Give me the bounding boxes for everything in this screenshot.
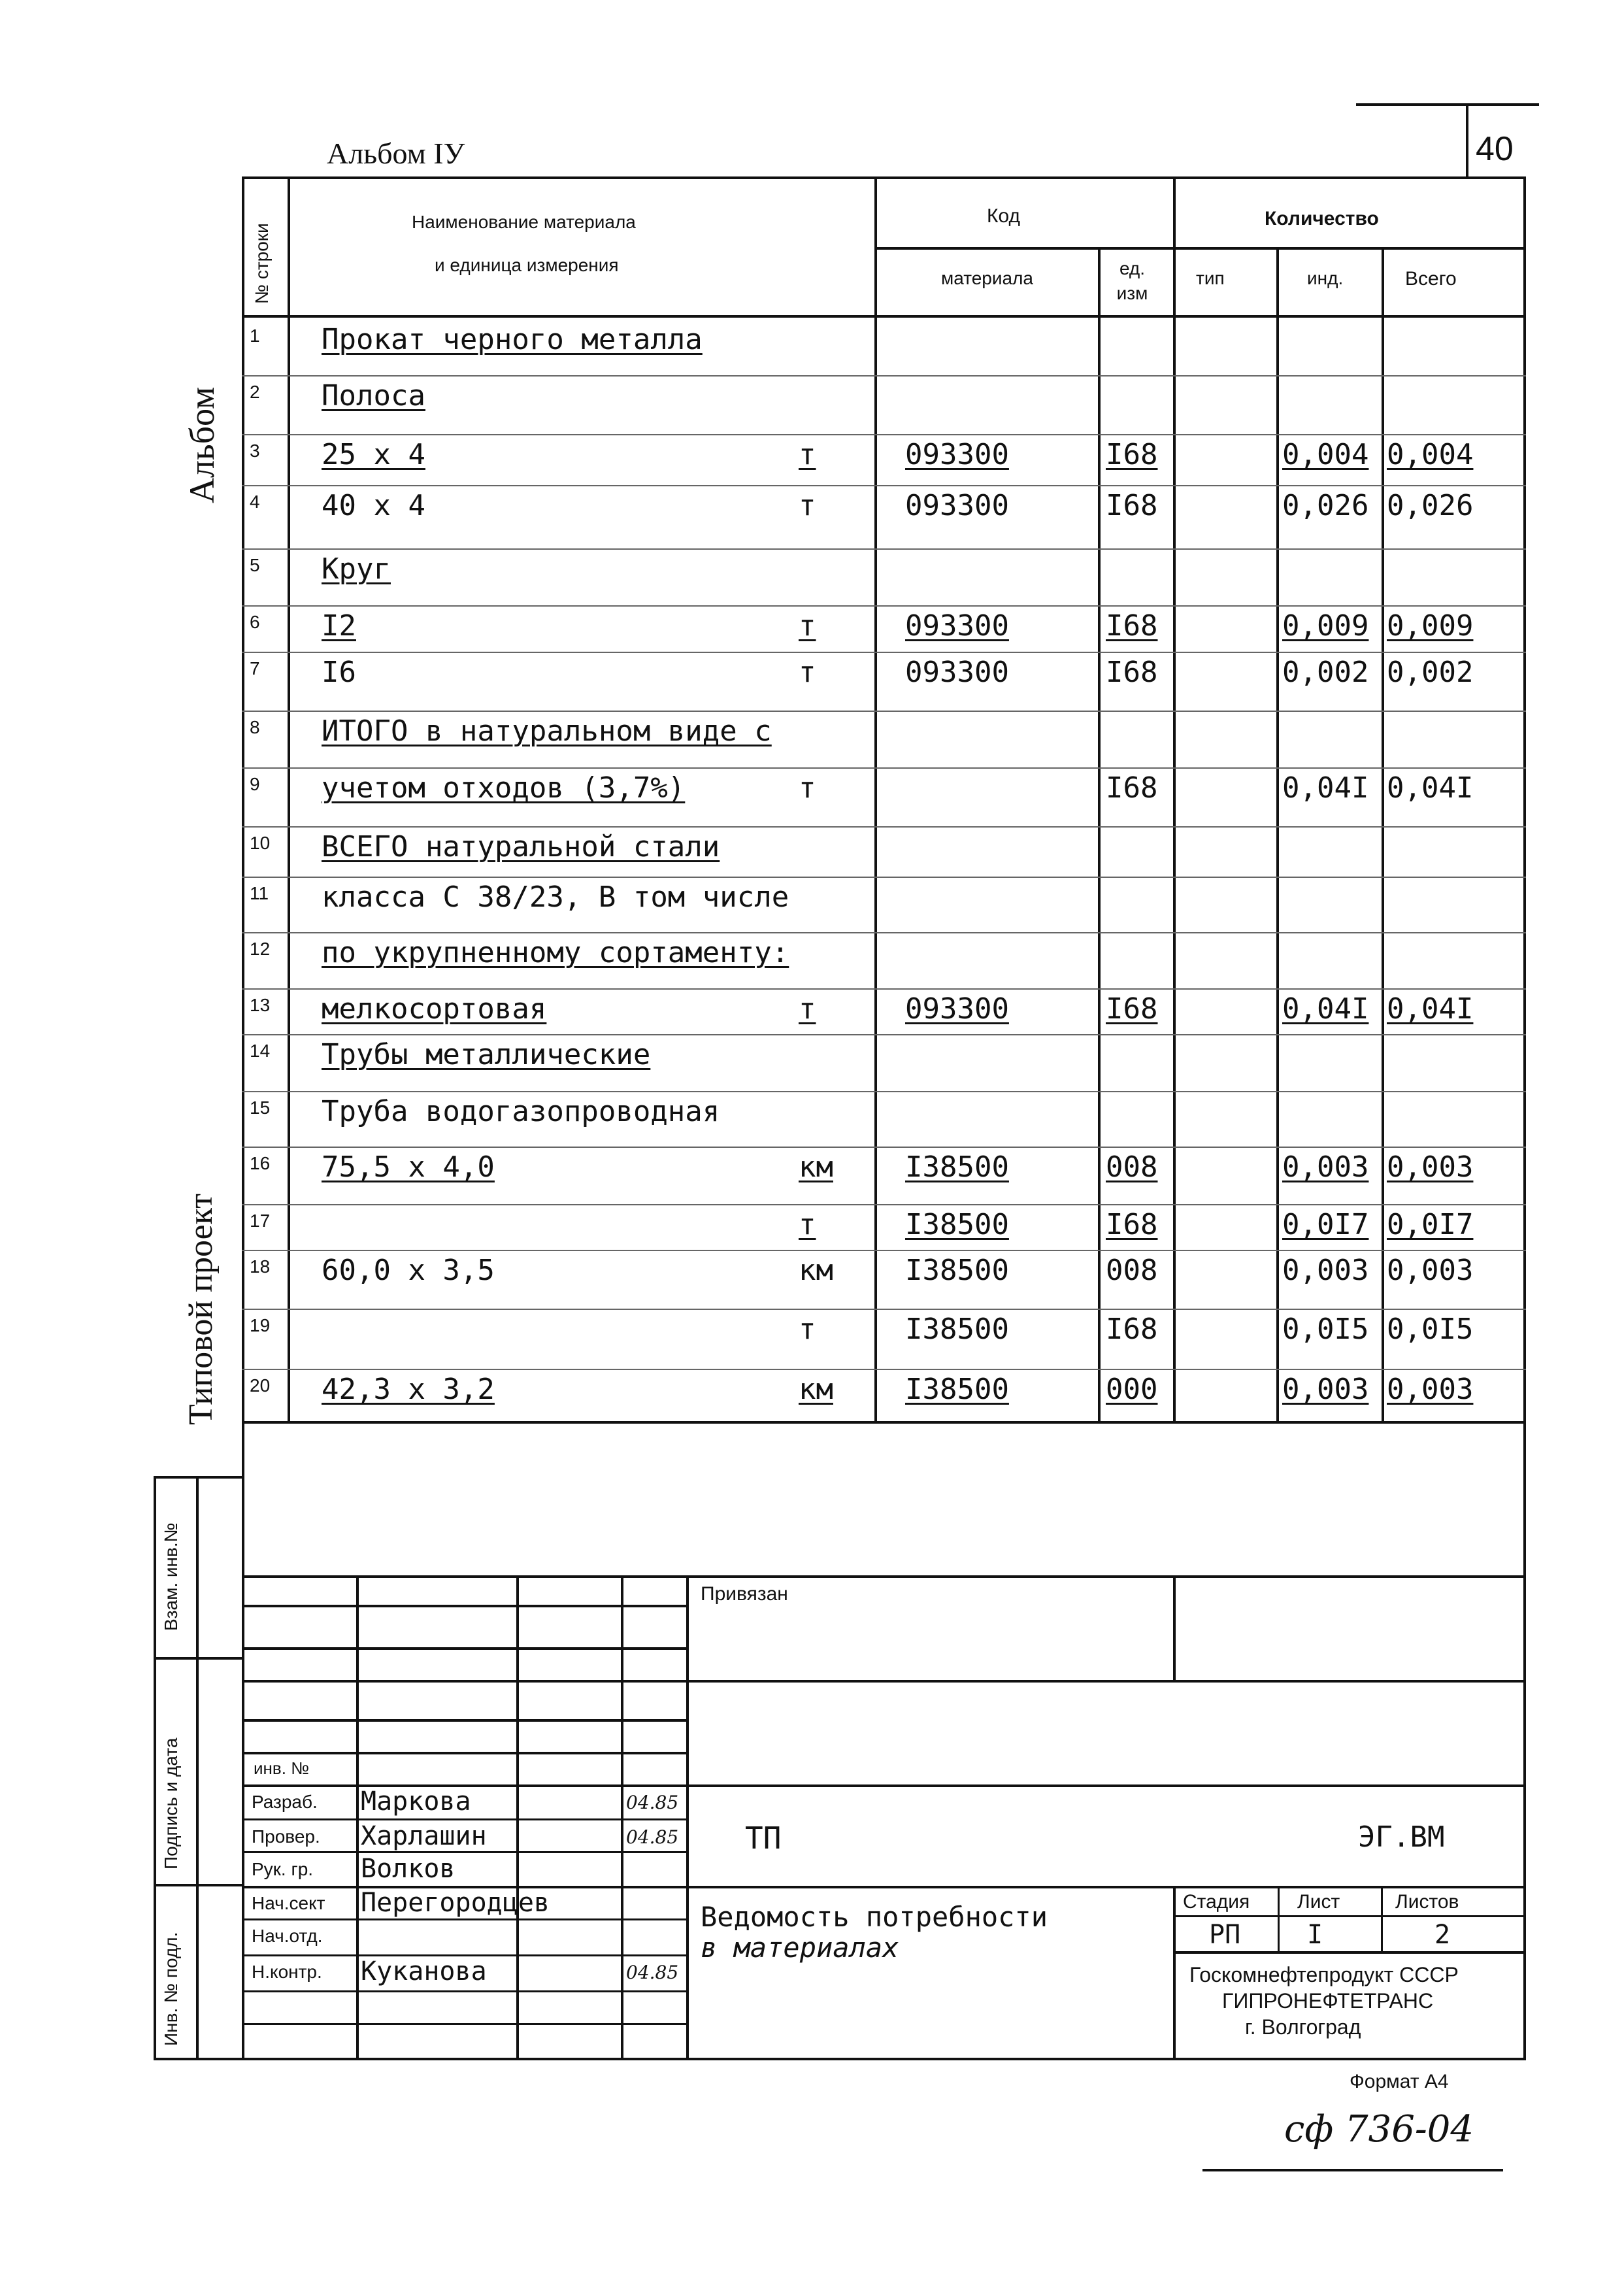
material-name: 40 х 4 <box>322 489 425 522</box>
unit-code: I68 <box>1106 438 1158 471</box>
sheet-value: I <box>1307 1920 1323 1950</box>
org-line2: ГИПРОНЕФТЕТРАНС <box>1222 1989 1434 2013</box>
row-divider <box>242 826 1526 828</box>
material-code: 093300 <box>905 656 1009 689</box>
unit: км <box>799 1254 833 1287</box>
row-divider <box>242 1034 1526 1035</box>
row-number: 5 <box>250 555 260 575</box>
material-code: I38500 <box>905 1254 1009 1287</box>
qty-total: 0,003 <box>1387 1254 1474 1287</box>
sheets-value: 2 <box>1434 1920 1451 1950</box>
stamp-role: Рук. гр. <box>252 1859 314 1879</box>
sheets-label: Листов <box>1395 1891 1459 1913</box>
stamp-col-2 <box>516 1575 519 2058</box>
side-frame-mid <box>196 1476 199 2058</box>
row-number: 1 <box>250 326 260 346</box>
qty-total: 0,009 <box>1387 609 1474 643</box>
unit-code: 008 <box>1106 1254 1158 1287</box>
row-number: 20 <box>250 1375 271 1396</box>
material-name: Трубы металлические <box>322 1038 651 1071</box>
row-number: 17 <box>250 1211 271 1231</box>
stamp-col-6 <box>1173 1886 1176 2058</box>
unit-code: I68 <box>1106 656 1158 689</box>
material-code: I38500 <box>905 1373 1009 1406</box>
unit: т <box>799 1313 816 1346</box>
header-name-line1: Наименование материала <box>412 212 636 232</box>
org-line1: Госкомнефтепродукт СССР <box>1189 1963 1459 1986</box>
header-top-line <box>1356 103 1539 106</box>
material-name: класса С 38/23, В том числе <box>322 880 789 914</box>
row-divider <box>242 375 1526 377</box>
qty-total: 0,003 <box>1387 1373 1474 1406</box>
row-number: 12 <box>250 939 271 959</box>
material-code: I38500 <box>905 1150 1009 1184</box>
header-code: Код <box>987 205 1021 227</box>
material-code: 093300 <box>905 489 1009 522</box>
qty-ind: 0,003 <box>1282 1373 1369 1406</box>
stamp-mid-line-4 <box>242 1719 686 1722</box>
unit: т <box>799 771 816 805</box>
stamp-date: 04.85 <box>626 1962 679 1983</box>
qty-total: 0,04I <box>1387 771 1474 805</box>
col-border-quantity <box>1173 176 1176 1421</box>
unit-code: 000 <box>1106 1373 1158 1406</box>
stamp-role: Нач.сект <box>252 1893 325 1913</box>
row-number: 18 <box>250 1256 271 1277</box>
stamp-name: Маркова <box>361 1786 471 1817</box>
code-right: ЭГ.ВМ <box>1358 1820 1445 1854</box>
side-vzam-inv-label: Взам. инв.№ <box>161 1522 181 1631</box>
inv-no-label: инв. № <box>254 1758 310 1778</box>
material-name: 75,5 х 4,0 <box>322 1150 495 1184</box>
stamp-date: 04.85 <box>626 1792 679 1813</box>
stamp-stage-line-2 <box>1173 1951 1526 1954</box>
qty-total: 0,0I5 <box>1387 1313 1474 1346</box>
stamp-mid-line-5 <box>242 1752 686 1754</box>
stamp-mid-line-1 <box>242 1605 686 1607</box>
row-divider <box>242 652 1526 653</box>
header-qty-typ: тип <box>1196 268 1225 288</box>
stage-value: РП <box>1209 1920 1241 1950</box>
stamp-stage-col-2 <box>1381 1886 1383 1951</box>
unit-code: I68 <box>1106 992 1158 1026</box>
row-divider <box>242 711 1526 712</box>
row-number: 9 <box>250 774 260 794</box>
header-quantity: Количество <box>1265 208 1379 229</box>
header-code-unit: ед. изм <box>1116 258 1148 303</box>
archive-number: сф 736-04 <box>1284 2108 1474 2151</box>
row-divider <box>242 1091 1526 1092</box>
row-divider <box>242 988 1526 990</box>
stamp-mid-line-3 <box>242 1680 1526 1683</box>
sheet-label: Лист <box>1297 1891 1340 1913</box>
row-number: 19 <box>250 1315 271 1335</box>
stamp-role: Н.контр. <box>252 1962 322 1982</box>
side-inv-no-podl-label: Инв. № подл. <box>161 1932 181 2046</box>
material-code: I38500 <box>905 1208 1009 1241</box>
row-divider <box>242 932 1526 933</box>
row-divider <box>242 485 1526 486</box>
row-divider <box>242 1204 1526 1205</box>
stamp-name: Перегородцев <box>361 1888 550 1918</box>
stamp-top-line <box>242 1575 1526 1578</box>
qty-ind: 0,0I5 <box>1282 1313 1369 1346</box>
code-left: ТП <box>745 1820 782 1856</box>
qty-ind: 0,0I7 <box>1282 1208 1369 1241</box>
material-name: Прокат черного металла <box>322 323 703 356</box>
qty-ind: 0,04I <box>1282 992 1369 1026</box>
side-album-label: Альбом <box>182 386 222 503</box>
col-border-total <box>1382 247 1384 1421</box>
qty-total: 0,003 <box>1387 1150 1474 1184</box>
qty-total: 0,004 <box>1387 438 1474 471</box>
header-number-divider <box>1466 103 1468 176</box>
stamp-col-1 <box>356 1575 359 2058</box>
row-number: 15 <box>250 1097 271 1118</box>
stamp-role: Провер. <box>252 1826 320 1847</box>
material-code: 093300 <box>905 438 1009 471</box>
qty-ind: 0,003 <box>1282 1150 1369 1184</box>
stamp-row-line-b <box>242 1851 686 1853</box>
material-name: Круг <box>322 552 391 586</box>
stamp-name: Харлашин <box>361 1821 487 1851</box>
unit-code: I68 <box>1106 1208 1158 1241</box>
stamp-name: Волков <box>361 1854 456 1884</box>
unit: км <box>799 1373 833 1406</box>
material-name: 60,0 х 3,5 <box>322 1254 495 1287</box>
material-code: I38500 <box>905 1313 1009 1346</box>
stamp-name: Куканова <box>361 1956 487 1986</box>
stamp-date: 04.85 <box>626 1826 679 1848</box>
table-top-border <box>242 176 1526 179</box>
qty-total: 0,0I7 <box>1387 1208 1474 1241</box>
row-number: 14 <box>250 1041 271 1061</box>
material-code: 093300 <box>905 609 1009 643</box>
stamp-row-line-a <box>242 1818 686 1820</box>
row-divider <box>242 877 1526 878</box>
stamp-col-3 <box>621 1575 623 2058</box>
unit: т <box>799 992 816 1026</box>
unit: т <box>799 609 816 643</box>
qty-ind: 0,04I <box>1282 771 1369 805</box>
stamp-row-line-d <box>242 1918 686 1920</box>
row-divider <box>242 1369 1526 1370</box>
row-number: 13 <box>250 995 271 1015</box>
stamp-role: Разраб. <box>252 1792 318 1812</box>
col-border-left <box>242 176 244 2059</box>
row-number: 2 <box>250 382 260 402</box>
col-border-rowno <box>288 176 290 1421</box>
row-divider <box>242 605 1526 607</box>
table-header-divider <box>874 247 1526 250</box>
stamp-stage-col-1 <box>1278 1886 1280 1951</box>
archive-underline <box>1202 2169 1503 2171</box>
unit: т <box>799 438 816 471</box>
material-name: по укрупненному сортаменту: <box>322 936 789 969</box>
row-divider <box>242 548 1526 550</box>
side-frame-div-1 <box>154 1657 242 1660</box>
unit-code: I68 <box>1106 771 1158 805</box>
stamp-role: Нач.отд. <box>252 1926 323 1946</box>
material-name: учетом отходов (3,7%) <box>322 771 686 805</box>
doc-title-line2: в материалах <box>701 1932 899 1964</box>
row-divider <box>242 1147 1526 1148</box>
material-code: 093300 <box>905 992 1009 1026</box>
material-name: ВСЕГО натуральной стали <box>322 830 720 863</box>
material-name: I6 <box>322 656 356 689</box>
side-typical-project-label: Типовой проект <box>182 1194 220 1425</box>
stamp-mid-line-2 <box>242 1647 686 1650</box>
row-number: 8 <box>250 717 260 737</box>
col-border-ind <box>1276 247 1279 1421</box>
qty-ind: 0,026 <box>1282 489 1369 522</box>
unit-code: I68 <box>1106 609 1158 643</box>
doc-title-line1: Ведомость потребности <box>701 1901 1048 1933</box>
table-bottom-border <box>242 1421 1526 1424</box>
qty-total: 0,04I <box>1387 992 1474 1026</box>
unit: км <box>799 1150 833 1184</box>
material-name: ИТОГО в натуральном виде с <box>322 714 772 748</box>
header-qty-total: Всего <box>1405 268 1457 290</box>
unit-code: I68 <box>1106 489 1158 522</box>
stamp-col-5 <box>1173 1575 1176 1680</box>
row-number: 11 <box>250 883 269 903</box>
qty-ind: 0,002 <box>1282 656 1369 689</box>
material-name: 42,3 х 3,2 <box>322 1373 495 1406</box>
privyazan-label: Привязан <box>701 1583 788 1605</box>
col-border-code <box>874 176 877 1421</box>
row-number: 7 <box>250 658 260 678</box>
stamp-row-line-g <box>242 2023 686 2025</box>
side-frame-div-2 <box>154 1884 242 1886</box>
header-name-line2: и единица измерения <box>435 255 619 275</box>
stage-label: Стадия <box>1183 1891 1250 1913</box>
unit-code: I68 <box>1106 1313 1158 1346</box>
qty-ind: 0,009 <box>1282 609 1369 643</box>
row-divider <box>242 1250 1526 1251</box>
qty-ind: 0,004 <box>1282 438 1369 471</box>
material-name: I2 <box>322 609 356 643</box>
qty-total: 0,026 <box>1387 489 1474 522</box>
qty-ind: 0,003 <box>1282 1254 1369 1287</box>
qty-total: 0,002 <box>1387 656 1474 689</box>
header-row-no: № строки <box>252 223 272 304</box>
org-line3: г. Волгоград <box>1245 2015 1361 2039</box>
row-divider <box>242 1309 1526 1310</box>
stamp-row-line-f <box>242 1990 686 1992</box>
row-number: 4 <box>250 492 260 512</box>
unit: т <box>799 656 816 689</box>
side-frame-left <box>154 1476 156 2058</box>
row-divider <box>242 434 1526 435</box>
sheet-number: 40 <box>1476 130 1514 168</box>
unit-code: 008 <box>1106 1150 1158 1184</box>
material-name: мелкосортовая <box>322 992 547 1026</box>
material-name: Полоса <box>322 379 425 412</box>
stamp-col-4 <box>686 1575 689 2058</box>
side-signature-date-label: Подпись и дата <box>161 1737 181 1869</box>
unit: т <box>799 1208 816 1241</box>
header-qty-ind: инд. <box>1307 268 1344 288</box>
table-header-bottom <box>242 315 1526 318</box>
format-label: Формат А4 <box>1350 2071 1449 2092</box>
row-number: 10 <box>250 833 271 853</box>
unit: т <box>799 489 816 522</box>
stamp-stage-line-1 <box>1173 1915 1526 1917</box>
header-code-material: материала <box>941 268 1033 288</box>
album-label: Альбом IУ <box>327 137 465 170</box>
side-frame-top <box>154 1476 242 1479</box>
row-number: 3 <box>250 441 260 461</box>
row-number: 16 <box>250 1153 271 1173</box>
row-number: 6 <box>250 612 260 632</box>
col-border-unit <box>1098 247 1101 1421</box>
material-name: 25 х 4 <box>322 438 425 471</box>
col-border-right <box>1523 176 1526 2059</box>
row-divider <box>242 767 1526 769</box>
stamp-bottom-line <box>154 2058 1526 2060</box>
material-name: Труба водогазопроводная <box>322 1095 720 1128</box>
